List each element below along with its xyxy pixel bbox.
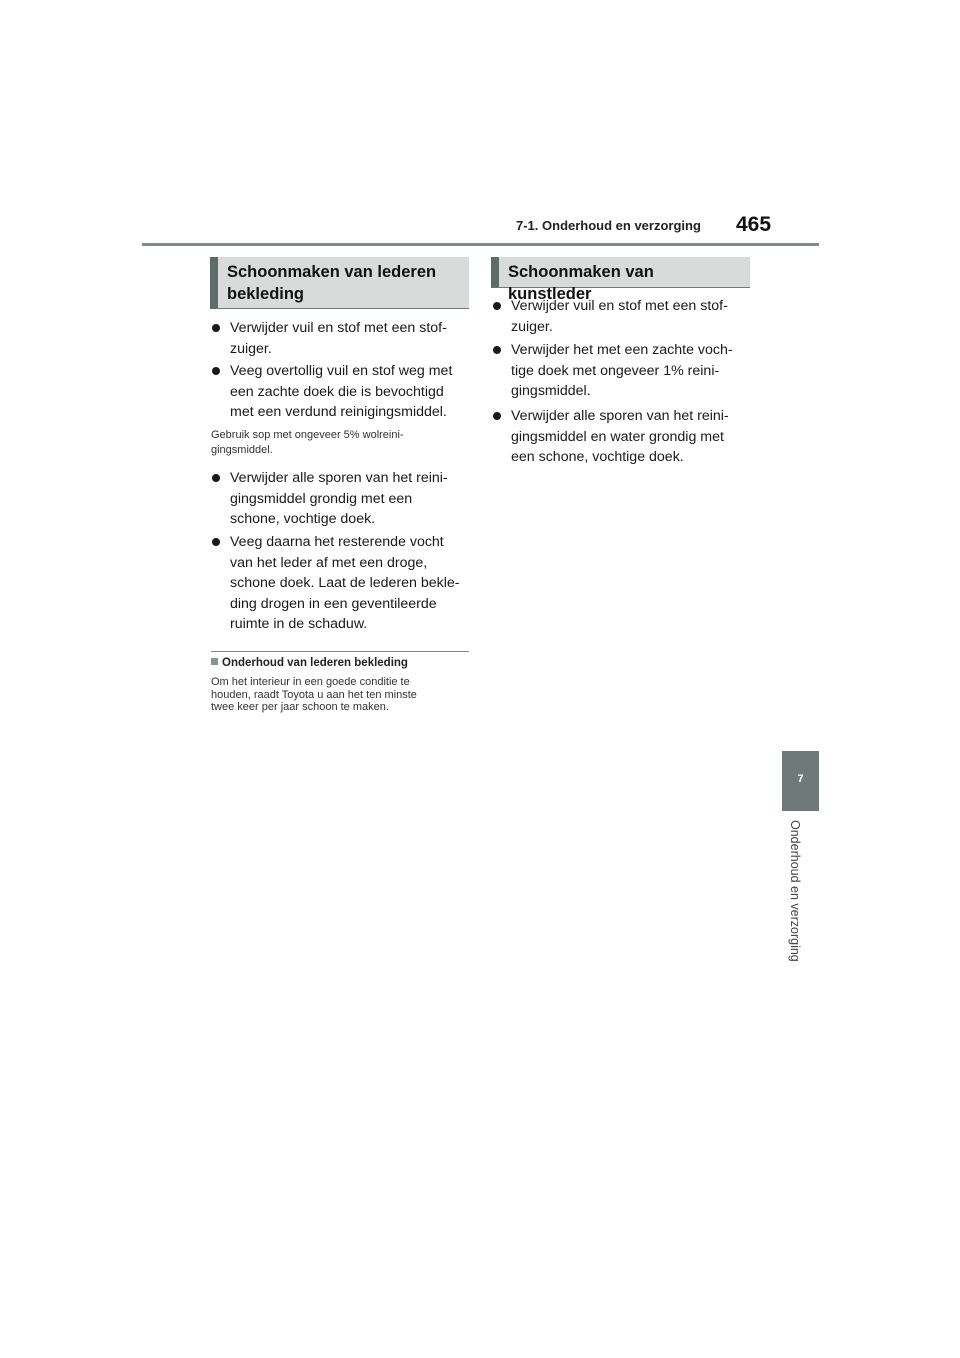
bullet-line: ruimte in de schaduw. [230, 616, 368, 632]
bullet-dot-icon [493, 412, 501, 420]
bullet-line: tige doek met ongeveer 1% reini- [511, 362, 720, 379]
bullet-line: gingsmiddel en water grondig met [511, 428, 724, 445]
bullet-line: gingsmiddel grondig met een [230, 490, 413, 507]
section-heading-leather [210, 257, 469, 309]
bullet-item [212, 532, 470, 635]
section-heading-synthetic-leather: Schoonmaken van kunstleder [491, 257, 750, 288]
bullet-item [212, 361, 470, 423]
page-number: 465 [736, 213, 772, 236]
subsection-line: houden, raadt Toyota u aan het ten minste [211, 688, 417, 701]
bullet-line: Verwijder vuil en stof met een stof- [230, 320, 447, 336]
note-text [211, 428, 466, 458]
bullet-item [493, 296, 751, 337]
bullet-line: Verwijder vuil en stof met een stof- [511, 298, 728, 314]
bullet-line: schone doek. Laat de lederen bekle- [230, 575, 460, 591]
bullet-line: van het leder af met een droge, [230, 554, 428, 571]
bullet-item [212, 468, 470, 530]
chapter-label: Onderhoud en verzorging [788, 820, 802, 962]
bullet-line: schone, vochtige doek. [230, 511, 376, 527]
bullet-line: Verwijder alle sporen van het reini- [230, 470, 448, 486]
bullet-line: gingsmiddel. [511, 383, 591, 399]
subsection-rule [211, 651, 469, 652]
header-rule [142, 243, 819, 246]
heading-line: bekleding [227, 285, 305, 303]
bullet-dot-icon [212, 324, 220, 332]
bullet-line: Veeg overtollig vuil en stof weg met [230, 363, 453, 379]
bullet-line: een schone, vochtige doek. [511, 449, 684, 465]
bullet-dot-icon [212, 474, 220, 482]
bullet-dot-icon [493, 302, 501, 310]
bullet-dot-icon [212, 367, 220, 375]
subsection-title [211, 657, 408, 669]
square-bullet-icon [211, 658, 218, 665]
subsection-line: Om het interieur in een goede conditie te [211, 676, 410, 688]
bullet-line: Verwijder alle sporen van het reini- [511, 408, 729, 424]
chapter-number: 7 [797, 773, 804, 785]
bullet-item [493, 340, 751, 402]
bullet-line: zuiger. [230, 340, 272, 357]
bullet-dot-icon [212, 538, 220, 546]
note-line: Gebruik sop met ongeveer 5% wolreini- [211, 429, 404, 441]
header-section-title: 7-1. Onderhoud en verzorging [516, 218, 701, 233]
heading-line: Schoonmaken van lederen [227, 263, 437, 281]
bullet-item [212, 318, 470, 359]
note-line: gingsmiddel. [211, 444, 273, 456]
chapter-tab [782, 751, 819, 811]
bullet-line: Veeg daarna het resterende vocht [230, 534, 444, 550]
subsection-line: twee keer per jaar schoon te maken. [211, 701, 389, 713]
bullet-line: zuiger. [511, 318, 553, 335]
bullet-line: ding drogen in een geventileerde [230, 595, 437, 612]
bullet-line: Verwijder het met een zachte voch- [511, 342, 733, 358]
subsection-title-text: Onderhoud van lederen bekleding [222, 657, 408, 669]
subsection-text [211, 676, 469, 714]
bullet-item [493, 406, 751, 468]
bullet-dot-icon [493, 346, 501, 354]
bullet-line: een zachte doek die is bevochtigd [230, 383, 444, 400]
bullet-line: met een verdund reinigingsmiddel. [230, 404, 447, 420]
